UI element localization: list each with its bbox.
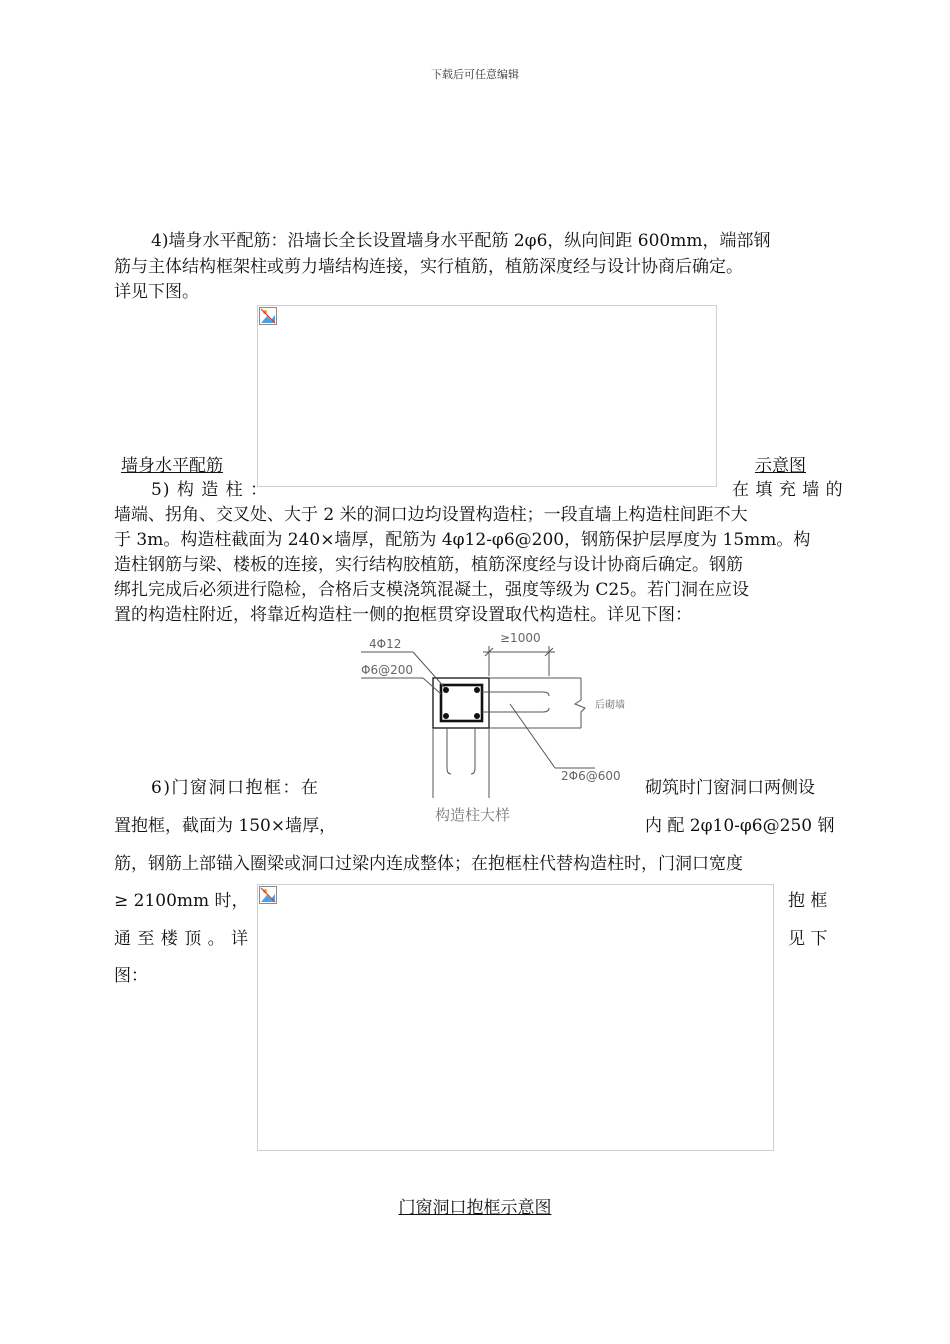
section5-line4: 造柱钢筋与梁、楼板的连接，实行结构胶植筋，植筋深度经与设计协商后确定。钢筋 [114,555,743,575]
section6-line4-right: 抱 框 [788,891,828,911]
label-2phi6-600: 2Φ6@600 [561,769,621,783]
constructional-column-detail-diagram [355,628,625,828]
label-later-wall: 后砌墙 [595,700,625,711]
section6-line5-left: 通 至 楼 顶 。 详 [114,929,249,949]
label-phi6-200: Φ6@200 [361,663,413,677]
section6-line2-left: 置抱框，截面为 150×墙厚， [114,816,337,836]
label-1000: ≥1000 [500,631,541,645]
section5-line1-right: 在 填 充 墙 的 [732,480,844,500]
section6-line2-right: 内 配 2φ10-φ6@250 钢 [645,816,835,836]
section5-line1-left: 5) 构 造 柱 ： [151,480,269,500]
figure1-caption-left: 墙身水平配筋 [121,456,223,476]
section6-line1-left: 6)门窗洞口抱框：在 [151,778,320,798]
section6-line4-left: ≥ 2100mm 时， [114,891,249,911]
broken-image-icon [259,307,277,325]
section4-line3: 详见下图。 [114,282,199,302]
figure1-caption-right: 示意图 [755,456,806,476]
section5-line2: 墙端、拐角、交叉处、大于 2 米的洞口边均设置构造柱；一段直墙上构造柱间距不大 [114,505,748,525]
figure3-image [257,884,774,1151]
label-detail-title: 构造柱大样 [435,806,511,824]
section5-line5: 绑扎完成后必须进行隐检，合格后支模浇筑混凝土，强度等级为 C25。若门洞在应设 [114,580,750,600]
section5-line3: 于 3m。构造柱截面为 240×墙厚，配筋为 4φ12-φ6@200，钢筋保护层厚度为 15mm。构 [114,530,811,550]
section4-line1: 4)墙身水平配筋：沿墙长全长设置墙身水平配筋 2φ6，纵向间距 600mm，端部钢 [151,231,771,251]
section6-line1-right: 砌筑时门窗洞口两侧设 [645,778,815,798]
broken-image-icon [259,886,277,904]
section6-line5-right: 见 下 [788,929,828,949]
figure1-image [257,305,717,487]
section6-line6-left: 图： [114,966,148,986]
page-header-note: 下载后可任意编辑 [431,68,519,81]
section4-line2: 筋与主体结构框架柱或剪力墙结构连接，实行植筋，植筋深度经与设计协商后确定。 [114,257,743,277]
figure3-caption: 门窗洞口抱框示意图 [398,1198,552,1218]
section5-line6: 置的构造柱附近，将靠近构造柱一侧的抱框贯穿设置取代构造柱。详见下图： [114,605,692,625]
label-4phi12: 4Φ12 [369,637,402,651]
section6-line3: 筋，钢筋上部锚入圈梁或洞口过梁内连成整体；在抱框柱代替构造柱时，门洞口宽度 [114,854,743,874]
